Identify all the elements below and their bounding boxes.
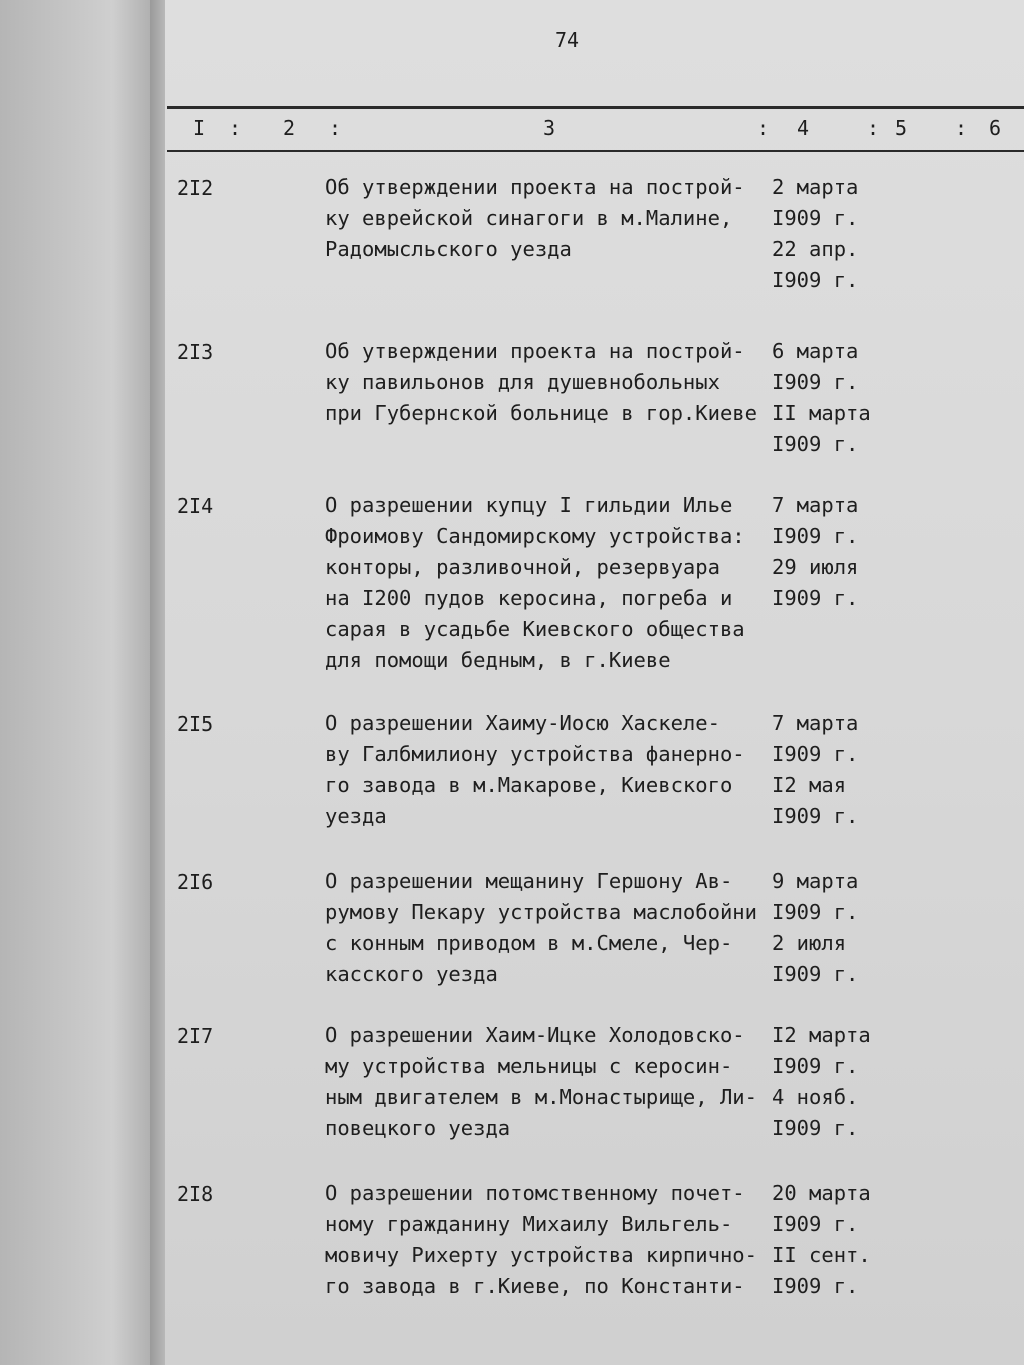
entry-number: 2I2 [177, 176, 214, 200]
column-header-5: 5 [895, 116, 908, 140]
entries-list [165, 0, 1024, 1365]
entry-dates: 9 марта I909 г. 2 июля I909 г. [772, 869, 859, 986]
entry-description: О разрешении потомственному почет- ному гражданину Михаилу Вильгель- мовичу Рихерту устройства кирпично- го завода в г.Киеве, по Константи- [325, 1181, 757, 1298]
page-number: 74 [555, 28, 580, 52]
column-header-6: 6 [989, 116, 1002, 140]
entry-description: О разрешении Хаиму-Иосю Хаскеле- ву Галбмилиону устройства фанерно- го завода в м.Макарове, Киевского уезда [325, 711, 745, 828]
column-header-separator: : [329, 116, 342, 140]
entry-number: 2I5 [177, 712, 214, 736]
entry-number: 2I6 [177, 870, 214, 894]
entry-number: 2I7 [177, 1024, 214, 1048]
entry-number: 2I8 [177, 1182, 214, 1206]
column-header-2: 2 [283, 116, 296, 140]
entry-dates: I2 марта I909 г. 4 нояб. I909 г. [772, 1023, 871, 1140]
column-header-separator: : [757, 116, 770, 140]
entry-number: 2I3 [177, 340, 214, 364]
column-header-4: 4 [797, 116, 810, 140]
column-header-separator: : [867, 116, 880, 140]
entry-dates: 20 марта I909 г. II сент. I909 г. [772, 1181, 871, 1298]
column-header-separator: : [955, 116, 968, 140]
facing-page-edge [0, 0, 160, 1365]
entry-dates: 7 марта I909 г. I2 мая I909 г. [772, 711, 859, 828]
entry-dates: 2 марта I909 г. 22 апр. I909 г. [772, 175, 859, 292]
document-page [165, 0, 1024, 1365]
entry-description: Об утверждении проекта на построй- ку павильонов для душевнобольных при Губернской больнице в гор.Киеве [325, 339, 757, 425]
column-header-3: 3 [543, 116, 556, 140]
entry-description: Об утверждении проекта на построй- ку еврейской синагоги в м.Малине, Радомысльского уезда [325, 175, 745, 261]
column-header-separator: : [229, 116, 242, 140]
entry-description: О разрешении купцу I гильдии Илье Фроимову Сандомирскому устройства: конторы, разливочной, резервуара на I200 пудов керосина, погреба и сарая в усадьбе Киевского общества для помощи бедным, в г.Киеве [325, 493, 745, 672]
entry-number: 2I4 [177, 494, 214, 518]
entry-description: О разрешении мещанину Гершону Ав- румову Пекару устройства маслобойни с конным приводом в м.Смеле, Чер- касского уезда [325, 869, 757, 986]
entry-description: О разрешении Хаим-Ицке Холодовско- му устройства мельницы с керосин- ным двигателем в м.Монастырище, Ли- повецкого уезда [325, 1023, 757, 1140]
entry-dates: 6 марта I909 г. II марта I909 г. [772, 339, 871, 456]
column-header-1: I [193, 116, 206, 140]
entry-dates: 7 марта I909 г. 29 июля I909 г. [772, 493, 859, 610]
